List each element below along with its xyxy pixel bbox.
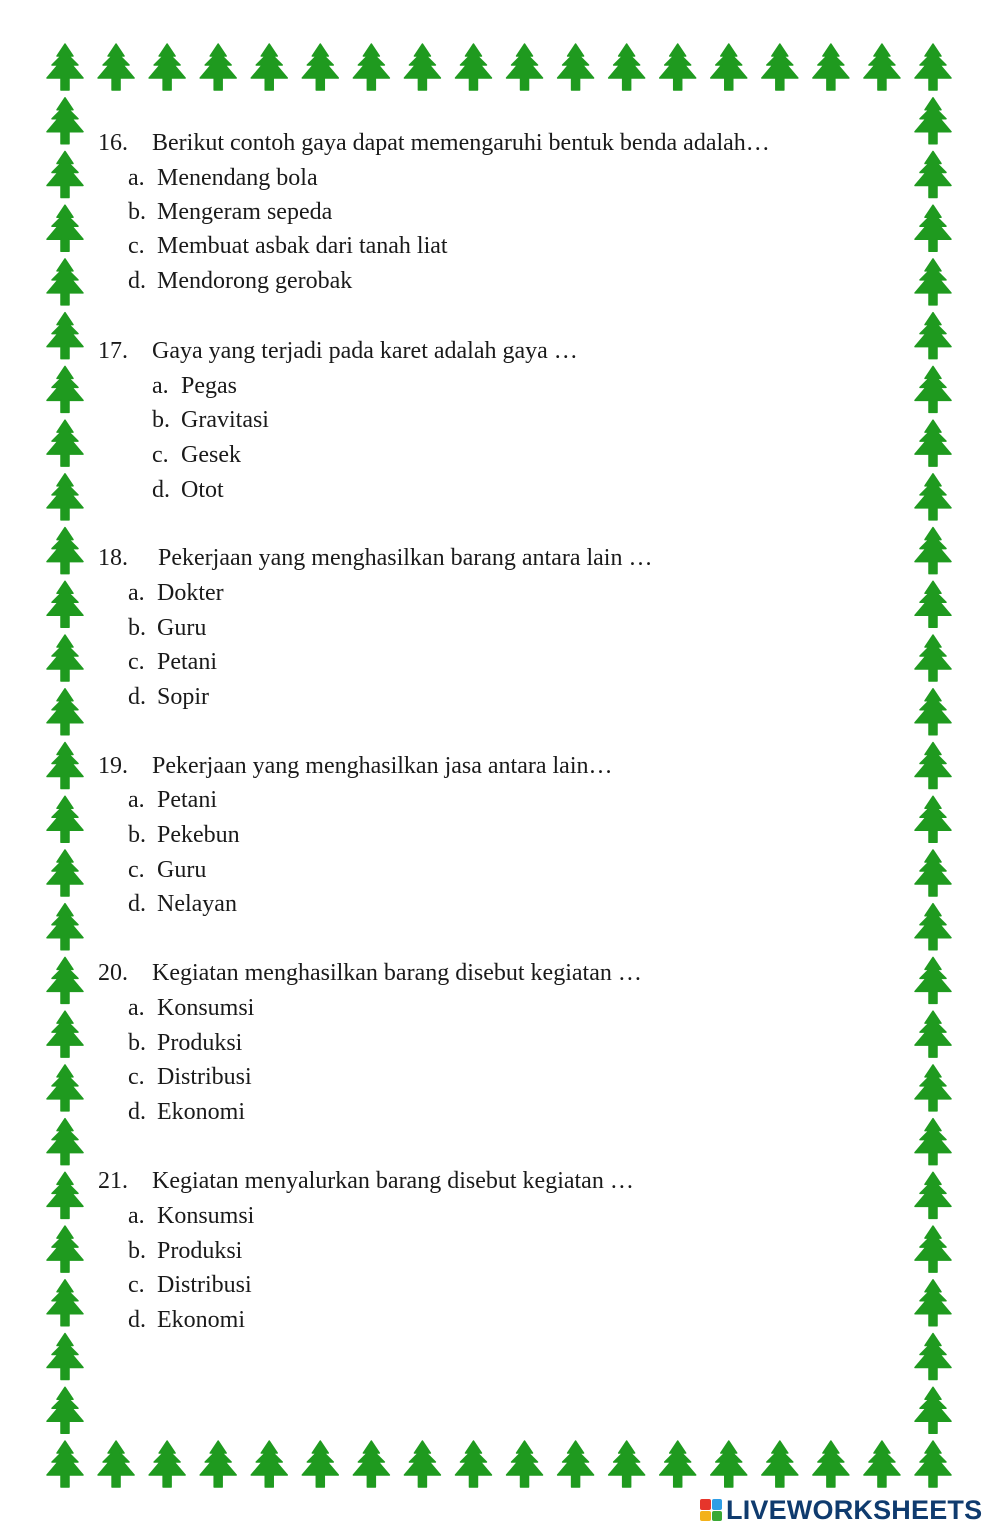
question-stem (98, 751, 613, 781)
pine-tree-icon (915, 1065, 951, 1111)
question-number: 16. (98, 130, 128, 156)
pine-tree-icon (762, 44, 798, 90)
option-text: Pegas (181, 373, 237, 399)
option-text: Petani (157, 787, 217, 813)
option-text: Membuat asbak dari tanah liat (157, 233, 448, 259)
option-text: Gesek (181, 442, 241, 468)
question-text: Pekerjaan yang menghasilkan barang antara lain … (158, 545, 653, 571)
brand-text: LIVEWORKSHEETS (726, 1494, 983, 1525)
pine-tree-icon (47, 1280, 83, 1326)
logo-tile (700, 1511, 711, 1522)
pine-tree-icon (864, 44, 900, 90)
question-number: 17. (98, 338, 128, 364)
pine-tree-icon (200, 44, 236, 90)
option-letter: d. (128, 891, 146, 917)
pine-tree-icon (47, 474, 83, 520)
option-letter: a. (152, 373, 169, 399)
option-text: Guru (157, 857, 207, 883)
pine-tree-icon (47, 904, 83, 950)
pine-tree-icon (47, 1065, 83, 1111)
question-text: Kegiatan menghasilkan barang disebut kegiatan … (152, 960, 642, 986)
option-text: Guru (157, 615, 207, 641)
option-letter: b. (128, 1030, 146, 1056)
question-stem (98, 336, 578, 366)
option-d[interactable] (128, 1097, 245, 1127)
option-d[interactable] (152, 475, 224, 505)
question-text: Gaya yang terjadi pada karet adalah gaya … (152, 338, 578, 364)
pine-tree-icon (302, 44, 338, 90)
liveworksheets-logo[interactable] (700, 1495, 982, 1525)
pine-tree-icon (660, 1441, 696, 1487)
pine-tree-icon (915, 259, 951, 305)
pine-tree-icon (915, 98, 951, 144)
pine-tree-icon (47, 259, 83, 305)
option-a[interactable] (128, 785, 217, 815)
pine-tree-icon (47, 1172, 83, 1218)
pine-tree-icon (47, 1387, 83, 1433)
pine-tree-icon (302, 1441, 338, 1487)
pine-tree-icon (149, 1441, 185, 1487)
option-c[interactable] (128, 1062, 252, 1092)
question-text: Berikut contoh gaya dapat memengaruhi bentuk benda adalah… (152, 130, 770, 156)
option-a[interactable] (128, 163, 318, 193)
pine-tree-icon (915, 474, 951, 520)
option-c[interactable] (128, 855, 206, 885)
option-letter: c. (128, 233, 145, 259)
pine-tree-icon (149, 44, 185, 90)
pine-tree-icon (915, 957, 951, 1003)
option-a[interactable] (128, 1201, 254, 1231)
option-letter: b. (128, 615, 146, 641)
pine-tree-icon (47, 1011, 83, 1057)
pine-tree-icon (251, 44, 287, 90)
question-stem (98, 1166, 634, 1196)
option-letter: a. (128, 1203, 145, 1229)
option-letter: d. (128, 268, 146, 294)
option-text: Nelayan (157, 891, 237, 917)
pine-tree-icon (47, 313, 83, 359)
pine-tree-icon (558, 1441, 594, 1487)
option-letter: c. (128, 649, 145, 675)
option-b[interactable] (128, 820, 240, 850)
pine-tree-icon (915, 1387, 951, 1433)
pine-tree-icon (915, 1226, 951, 1272)
option-text: Distribusi (157, 1272, 252, 1298)
pine-tree-icon (915, 313, 951, 359)
option-a[interactable] (152, 371, 237, 401)
pine-tree-icon (200, 1441, 236, 1487)
pine-tree-icon (47, 366, 83, 412)
pine-tree-icon (915, 635, 951, 681)
pine-tree-icon (47, 850, 83, 896)
option-b[interactable] (128, 613, 206, 643)
pine-tree-icon (47, 205, 83, 251)
question-text: Pekerjaan yang menghasilkan jasa antara lain… (152, 753, 613, 779)
question-stem (98, 128, 770, 158)
option-letter: c. (128, 857, 145, 883)
pine-tree-icon (915, 1011, 951, 1057)
option-d[interactable] (128, 889, 237, 919)
question-number: 18. (98, 545, 128, 571)
pine-tree-icon (915, 1334, 951, 1380)
pine-tree-icon (915, 44, 951, 90)
pine-tree-icon (98, 44, 134, 90)
option-a[interactable] (128, 993, 254, 1023)
pine-tree-icon (47, 44, 83, 90)
pine-tree-icon (609, 1441, 645, 1487)
pine-tree-icon (915, 796, 951, 842)
option-letter: a. (128, 995, 145, 1021)
option-letter: c. (128, 1064, 145, 1090)
pine-tree-icon (915, 528, 951, 574)
option-b[interactable] (128, 1236, 242, 1266)
pine-tree-icon (47, 796, 83, 842)
pine-tree-icon (47, 581, 83, 627)
pine-tree-icon (915, 1280, 951, 1326)
pine-tree-icon (47, 420, 83, 466)
liveworksheets-logo-icon (700, 1499, 722, 1521)
pine-tree-icon (864, 1441, 900, 1487)
option-c[interactable] (128, 231, 448, 261)
pine-tree-icon (47, 635, 83, 681)
option-letter: b. (128, 1238, 146, 1264)
pine-tree-icon (507, 44, 543, 90)
option-letter: b. (128, 822, 146, 848)
option-letter: c. (152, 442, 169, 468)
question-stem (98, 543, 652, 573)
option-d[interactable] (128, 266, 352, 296)
option-text: Mengeram sepeda (157, 199, 333, 225)
pine-tree-icon (47, 151, 83, 197)
option-text: Otot (181, 477, 224, 503)
option-letter: d. (128, 1307, 146, 1333)
pine-tree-icon (660, 44, 696, 90)
pine-tree-icon (47, 98, 83, 144)
pine-tree-icon (609, 44, 645, 90)
pine-tree-icon (762, 1441, 798, 1487)
option-letter: b. (152, 407, 170, 433)
logo-tile (712, 1499, 723, 1510)
pine-tree-icon (813, 1441, 849, 1487)
pine-tree-icon (711, 44, 747, 90)
pine-tree-icon (915, 581, 951, 627)
option-text: Mendorong gerobak (157, 268, 353, 294)
option-letter: c. (128, 1272, 145, 1298)
option-c[interactable] (128, 1270, 252, 1300)
option-letter: a. (128, 165, 145, 191)
option-letter: d. (128, 684, 146, 710)
option-d[interactable] (128, 682, 209, 712)
option-text: Konsumsi (157, 1203, 255, 1229)
pine-tree-icon (47, 1119, 83, 1165)
pine-tree-icon (47, 743, 83, 789)
pine-tree-icon (915, 689, 951, 735)
pine-tree-icon (47, 957, 83, 1003)
option-text: Distribusi (157, 1064, 252, 1090)
option-a[interactable] (128, 578, 224, 608)
option-b[interactable] (128, 1028, 242, 1058)
question-stem (98, 958, 642, 988)
option-text: Menendang bola (157, 165, 318, 191)
option-letter: d. (152, 477, 170, 503)
pine-tree-icon (711, 1441, 747, 1487)
question-text: Kegiatan menyalurkan barang disebut kegiatan … (152, 1168, 634, 1194)
pine-tree-icon (915, 420, 951, 466)
pine-tree-icon (47, 1441, 83, 1487)
pine-tree-icon (915, 1441, 951, 1487)
option-letter: a. (128, 580, 145, 606)
pine-tree-icon (813, 44, 849, 90)
option-b[interactable] (152, 405, 269, 435)
pine-tree-icon (558, 44, 594, 90)
option-text: Konsumsi (157, 995, 255, 1021)
option-text: Dokter (157, 580, 224, 606)
pine-tree-icon (353, 44, 389, 90)
option-letter: b. (128, 199, 146, 225)
option-b[interactable] (128, 197, 332, 227)
pine-tree-icon (915, 850, 951, 896)
pine-tree-icon (47, 528, 83, 574)
pine-tree-icon (915, 1119, 951, 1165)
pine-tree-icon (915, 1172, 951, 1218)
option-text: Gravitasi (181, 407, 269, 433)
option-d[interactable] (128, 1305, 245, 1335)
question-number: 20. (98, 960, 128, 986)
pine-tree-icon (915, 151, 951, 197)
question-number: 21. (98, 1168, 128, 1194)
pine-tree-icon (455, 44, 491, 90)
pine-tree-icon (98, 1441, 134, 1487)
option-c[interactable] (128, 647, 217, 677)
pine-tree-icon (404, 44, 440, 90)
option-text: Sopir (157, 684, 210, 710)
pine-tree-icon (915, 904, 951, 950)
option-c[interactable] (152, 440, 241, 470)
pine-tree-icon (915, 743, 951, 789)
pine-tree-icon (47, 689, 83, 735)
pine-tree-icon (507, 1441, 543, 1487)
option-text: Ekonomi (157, 1307, 245, 1333)
option-text: Petani (157, 649, 217, 675)
logo-tile (712, 1511, 723, 1522)
pine-tree-icon (251, 1441, 287, 1487)
option-text: Produksi (157, 1030, 243, 1056)
pine-tree-icon (47, 1334, 83, 1380)
pine-tree-icon (915, 205, 951, 251)
pine-tree-icon (47, 1226, 83, 1272)
pine-tree-icon (455, 1441, 491, 1487)
option-text: Produksi (157, 1238, 243, 1264)
logo-tile (700, 1499, 711, 1510)
option-letter: d. (128, 1099, 146, 1125)
pine-tree-icon (404, 1441, 440, 1487)
option-letter: a. (128, 787, 145, 813)
pine-tree-icon (915, 366, 951, 412)
option-text: Pekebun (157, 822, 240, 848)
option-text: Ekonomi (157, 1099, 245, 1125)
pine-tree-icon (353, 1441, 389, 1487)
question-number: 19. (98, 753, 128, 779)
